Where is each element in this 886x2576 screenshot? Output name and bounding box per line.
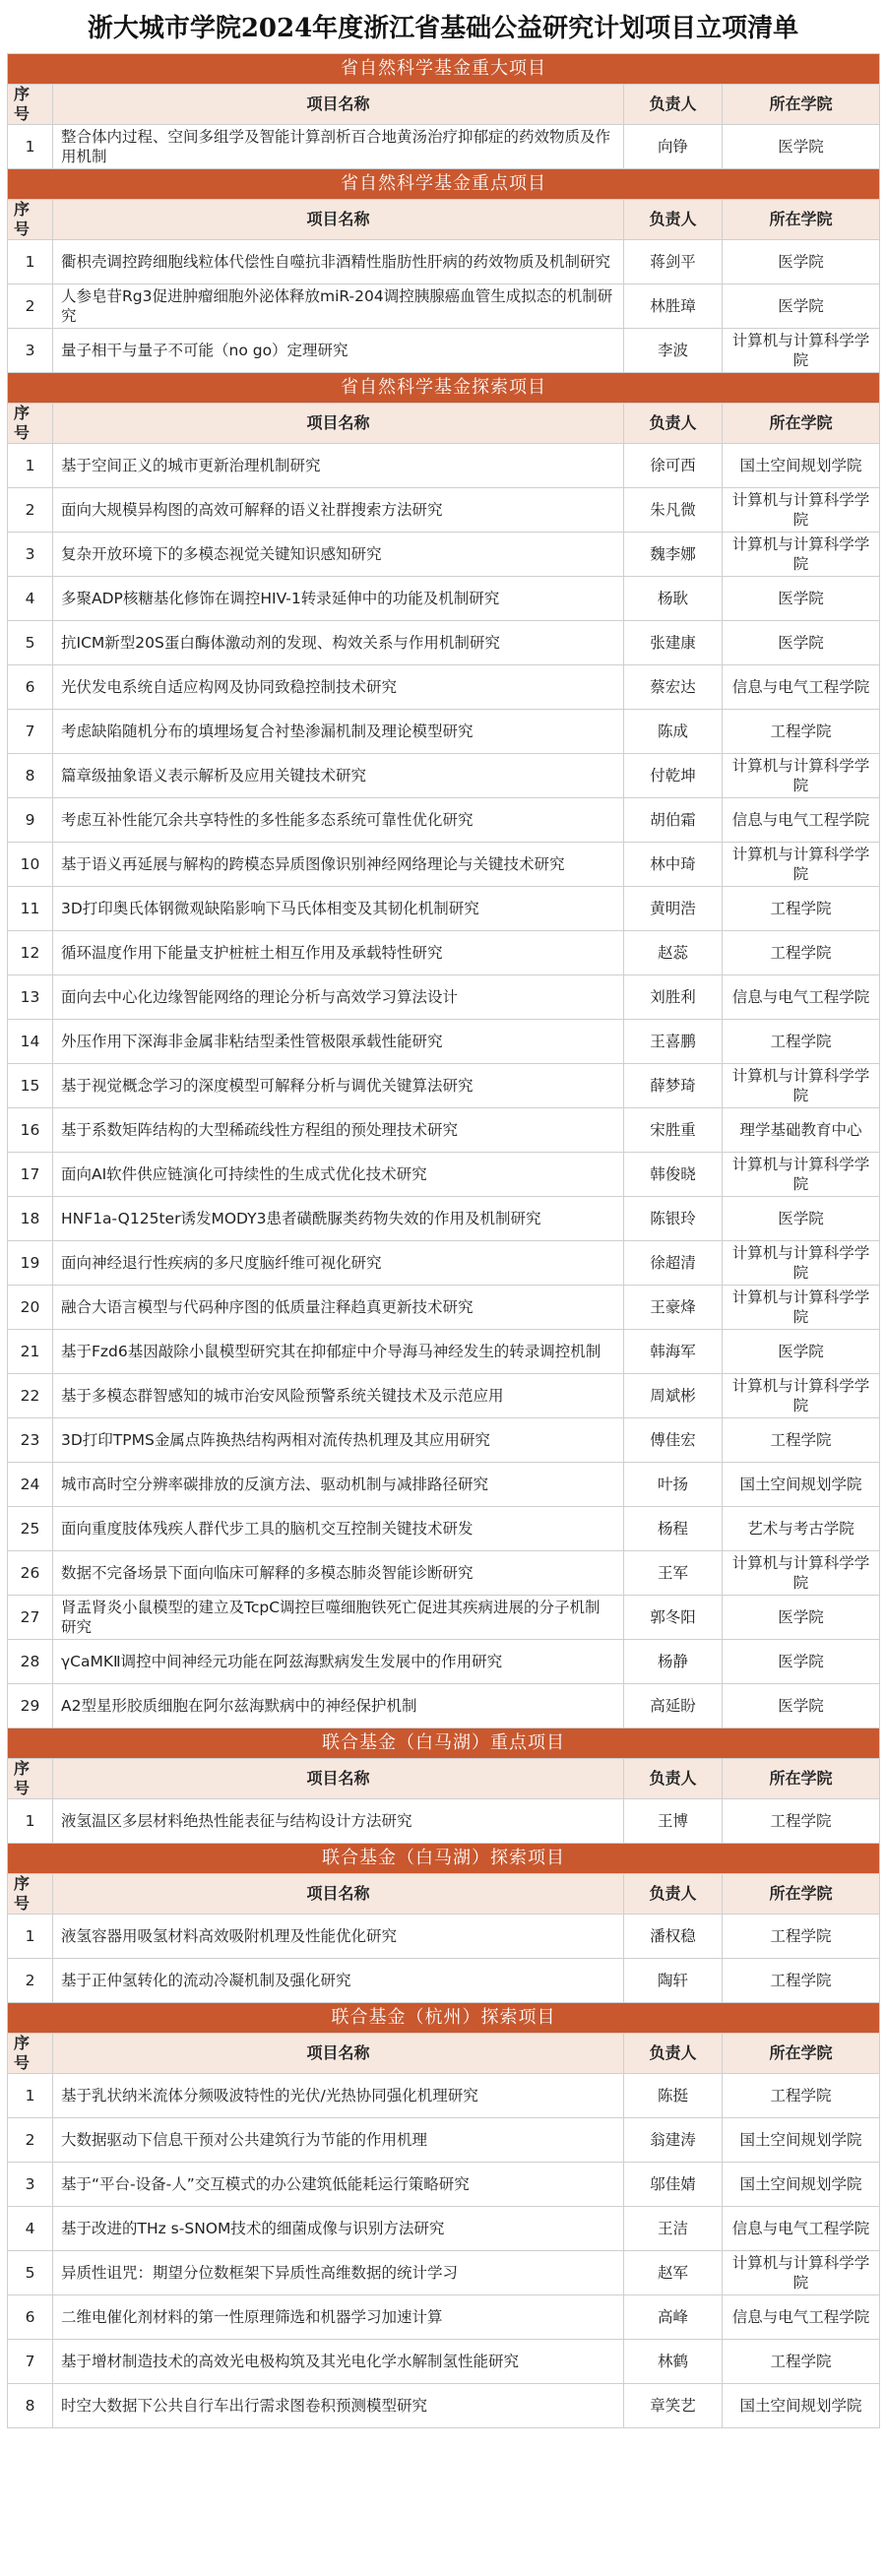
column-header-row xyxy=(8,1874,880,1915)
principal-investigator: 黄明浩 xyxy=(624,887,723,931)
table-row xyxy=(8,444,880,488)
project-table xyxy=(7,53,880,2428)
college-name: 计算机与计算科学学院 xyxy=(723,843,880,887)
principal-investigator: 周斌彬 xyxy=(624,1374,723,1418)
college-name: 工程学院 xyxy=(723,1959,880,2003)
table-row xyxy=(8,125,880,169)
column-header-name: 项目名称 xyxy=(53,85,624,125)
project-name: 基于语义再延展与解构的跨模态异质图像识别神经网络理论与关键技术研究 xyxy=(53,843,624,887)
table-row xyxy=(8,1463,880,1507)
college-name: 国土空间规划学院 xyxy=(723,2118,880,2163)
principal-investigator: 翁建涛 xyxy=(624,2118,723,2163)
principal-investigator: 韩俊晓 xyxy=(624,1153,723,1197)
college-name: 计算机与计算科学学院 xyxy=(723,1551,880,1596)
table-row xyxy=(8,1915,880,1959)
column-header-num: 序号 xyxy=(8,2034,53,2074)
section-header xyxy=(8,373,880,404)
table-row xyxy=(8,488,880,533)
principal-investigator: 李波 xyxy=(624,329,723,373)
column-header-pi: 负责人 xyxy=(624,85,723,125)
table-row xyxy=(8,887,880,931)
column-header-pi: 负责人 xyxy=(624,1874,723,1915)
project-name: 面向大规模异构图的高效可解释的语义社群搜索方法研究 xyxy=(53,488,624,533)
row-number: 28 xyxy=(8,1640,53,1684)
table-row xyxy=(8,2295,880,2340)
row-number: 4 xyxy=(8,2207,53,2251)
section-title: 联合基金（白马湖）重点项目 xyxy=(8,1728,880,1759)
row-number: 23 xyxy=(8,1418,53,1463)
column-header-row xyxy=(8,200,880,240)
row-number: 6 xyxy=(8,2295,53,2340)
table-row xyxy=(8,2207,880,2251)
row-number: 9 xyxy=(8,798,53,843)
table-row xyxy=(8,621,880,665)
project-name: 外压作用下深海非金属非粘结型柔性管极限承载性能研究 xyxy=(53,1020,624,1064)
principal-investigator: 刘胜利 xyxy=(624,975,723,1020)
project-name: HNF1a-Q125ter诱发MODY3患者磺酰脲类药物失效的作用及机制研究 xyxy=(53,1197,624,1241)
principal-investigator: 蔡宏达 xyxy=(624,665,723,710)
row-number: 12 xyxy=(8,931,53,975)
principal-investigator: 王军 xyxy=(624,1551,723,1596)
project-name: 基于正仲氢转化的流动冷凝机制及强化研究 xyxy=(53,1959,624,2003)
row-number: 21 xyxy=(8,1330,53,1374)
principal-investigator: 林中琦 xyxy=(624,843,723,887)
row-number: 3 xyxy=(8,329,53,373)
college-name: 计算机与计算科学学院 xyxy=(723,1241,880,1286)
project-name: 面向重度肢体残疾人群代步工具的脑机交互控制关键技术研发 xyxy=(53,1507,624,1551)
project-name: 基于Fzd6基因敲除小鼠模型研究其在抑郁症中介导海马神经发生的转录调控机制 xyxy=(53,1330,624,1374)
project-name: 基于多模态群智感知的城市治安风险预警系统关键技术及示范应用 xyxy=(53,1374,624,1418)
table-row xyxy=(8,1551,880,1596)
principal-investigator: 付乾坤 xyxy=(624,754,723,798)
college-name: 信息与电气工程学院 xyxy=(723,798,880,843)
column-header-college: 所在学院 xyxy=(723,200,880,240)
project-name: 基于乳状纳米流体分频吸波特性的光伏/光热协同强化机理研究 xyxy=(53,2074,624,2118)
college-name: 计算机与计算科学学院 xyxy=(723,1286,880,1330)
section-title: 省自然科学基金探索项目 xyxy=(8,373,880,404)
row-number: 7 xyxy=(8,2340,53,2384)
row-number: 26 xyxy=(8,1551,53,1596)
column-header-num: 序号 xyxy=(8,404,53,444)
principal-investigator: 赵蕊 xyxy=(624,931,723,975)
principal-investigator: 向铮 xyxy=(624,125,723,169)
project-name: 多聚ADP核糖基化修饰在调控HIV-1转录延伸中的功能及机制研究 xyxy=(53,577,624,621)
principal-investigator: 杨静 xyxy=(624,1640,723,1684)
college-name: 计算机与计算科学学院 xyxy=(723,488,880,533)
section-header xyxy=(8,1844,880,1874)
column-header-num: 序号 xyxy=(8,1874,53,1915)
college-name: 计算机与计算科学学院 xyxy=(723,754,880,798)
table-row xyxy=(8,533,880,577)
table-row xyxy=(8,1241,880,1286)
project-name: 时空大数据下公共自行车出行需求图卷积预测模型研究 xyxy=(53,2384,624,2428)
row-number: 15 xyxy=(8,1064,53,1108)
table-row xyxy=(8,1153,880,1197)
row-number: 1 xyxy=(8,1915,53,1959)
table-row xyxy=(8,1596,880,1640)
project-name: 复杂开放环境下的多模态视觉关键知识感知研究 xyxy=(53,533,624,577)
principal-investigator: 王洁 xyxy=(624,2207,723,2251)
column-header-row xyxy=(8,404,880,444)
table-row xyxy=(8,1684,880,1728)
principal-investigator: 宋胜重 xyxy=(624,1108,723,1153)
project-name: 基于视觉概念学习的深度模型可解释分析与调优关键算法研究 xyxy=(53,1064,624,1108)
principal-investigator: 陈银玲 xyxy=(624,1197,723,1241)
college-name: 计算机与计算科学学院 xyxy=(723,533,880,577)
project-name: 面向AI软件供应链演化可持续性的生成式优化技术研究 xyxy=(53,1153,624,1197)
project-name: 基于“平台-设备-人”交互模式的办公建筑低能耗运行策略研究 xyxy=(53,2163,624,2207)
college-name: 工程学院 xyxy=(723,887,880,931)
college-name: 医学院 xyxy=(723,1197,880,1241)
table-row xyxy=(8,240,880,284)
college-name: 医学院 xyxy=(723,240,880,284)
principal-investigator: 徐超清 xyxy=(624,1241,723,1286)
table-row xyxy=(8,1640,880,1684)
table-row xyxy=(8,2118,880,2163)
row-number: 1 xyxy=(8,1799,53,1844)
principal-investigator: 韩海军 xyxy=(624,1330,723,1374)
college-name: 信息与电气工程学院 xyxy=(723,2207,880,2251)
project-name: 城市高时空分辨率碳排放的反演方法、驱动机制与减排路径研究 xyxy=(53,1463,624,1507)
row-number: 18 xyxy=(8,1197,53,1241)
row-number: 1 xyxy=(8,240,53,284)
college-name: 计算机与计算科学学院 xyxy=(723,1153,880,1197)
college-name: 艺术与考古学院 xyxy=(723,1507,880,1551)
column-header-college: 所在学院 xyxy=(723,2034,880,2074)
row-number: 5 xyxy=(8,621,53,665)
principal-investigator: 郭冬阳 xyxy=(624,1596,723,1640)
row-number: 1 xyxy=(8,2074,53,2118)
college-name: 工程学院 xyxy=(723,710,880,754)
column-header-college: 所在学院 xyxy=(723,1759,880,1799)
row-number: 8 xyxy=(8,754,53,798)
table-row xyxy=(8,754,880,798)
project-name: 异质性诅咒：期望分位数框架下异质性高维数据的统计学习 xyxy=(53,2251,624,2295)
principal-investigator: 朱凡微 xyxy=(624,488,723,533)
principal-investigator: 王博 xyxy=(624,1799,723,1844)
project-name: 融合大语言模型与代码种序图的低质量注释趋真更新技术研究 xyxy=(53,1286,624,1330)
row-number: 13 xyxy=(8,975,53,1020)
column-header-num: 序号 xyxy=(8,200,53,240)
page-title: 浙大城市学院2024年度浙江省基础公益研究计划项目立项清单 xyxy=(87,14,799,43)
college-name: 国土空间规划学院 xyxy=(723,1463,880,1507)
project-name: 衢枳壳调控跨细胞线粒体代偿性自噬抗非酒精性脂肪性肝病的药效物质及机制研究 xyxy=(53,240,624,284)
row-number: 27 xyxy=(8,1596,53,1640)
college-name: 国土空间规划学院 xyxy=(723,444,880,488)
row-number: 7 xyxy=(8,710,53,754)
project-name: 整合体内过程、空间多组学及智能计算剖析百合地黄汤治疗抑郁症的药效物质及作用机制 xyxy=(53,125,624,169)
project-name: 光伏发电系统自适应构网及协同致稳控制技术研究 xyxy=(53,665,624,710)
principal-investigator: 张建康 xyxy=(624,621,723,665)
college-name: 医学院 xyxy=(723,1684,880,1728)
project-name: 篇章级抽象语义表示解析及应用关键技术研究 xyxy=(53,754,624,798)
column-header-row xyxy=(8,2034,880,2074)
college-name: 工程学院 xyxy=(723,2074,880,2118)
college-name: 信息与电气工程学院 xyxy=(723,665,880,710)
principal-investigator: 陈成 xyxy=(624,710,723,754)
row-number: 2 xyxy=(8,488,53,533)
column-header-college: 所在学院 xyxy=(723,404,880,444)
section-header xyxy=(8,54,880,85)
college-name: 医学院 xyxy=(723,1330,880,1374)
table-row xyxy=(8,1507,880,1551)
college-name: 信息与电气工程学院 xyxy=(723,975,880,1020)
column-header-pi: 负责人 xyxy=(624,1759,723,1799)
column-header-row xyxy=(8,1759,880,1799)
project-name: A2型星形胶质细胞在阿尔兹海默病中的神经保护机制 xyxy=(53,1684,624,1728)
principal-investigator: 章笑艺 xyxy=(624,2384,723,2428)
column-header-name: 项目名称 xyxy=(53,404,624,444)
column-header-college: 所在学院 xyxy=(723,85,880,125)
table-row xyxy=(8,843,880,887)
row-number: 2 xyxy=(8,1959,53,2003)
college-name: 医学院 xyxy=(723,577,880,621)
project-name: 基于增材制造技术的高效光电极构筑及其光电化学水解制氢性能研究 xyxy=(53,2340,624,2384)
project-name: 抗ICM新型20S蛋白酶体激动剂的发现、构效关系与作用机制研究 xyxy=(53,621,624,665)
row-number: 22 xyxy=(8,1374,53,1418)
college-name: 信息与电气工程学院 xyxy=(723,2295,880,2340)
principal-investigator: 潘权稳 xyxy=(624,1915,723,1959)
table-row xyxy=(8,2340,880,2384)
principal-investigator: 高峰 xyxy=(624,2295,723,2340)
project-name: 二维电催化剂材料的第一性原理筛选和机器学习加速计算 xyxy=(53,2295,624,2340)
college-name: 工程学院 xyxy=(723,2340,880,2384)
table-row xyxy=(8,1197,880,1241)
principal-investigator: 蒋剑平 xyxy=(624,240,723,284)
column-header-pi: 负责人 xyxy=(624,2034,723,2074)
college-name: 医学院 xyxy=(723,1640,880,1684)
table-row xyxy=(8,1064,880,1108)
column-header-num: 序号 xyxy=(8,1759,53,1799)
college-name: 工程学院 xyxy=(723,1418,880,1463)
principal-investigator: 叶扬 xyxy=(624,1463,723,1507)
column-header-name: 项目名称 xyxy=(53,1874,624,1915)
project-name: 基于系数矩阵结构的大型稀疏线性方程组的预处理技术研究 xyxy=(53,1108,624,1153)
table-row xyxy=(8,1286,880,1330)
column-header-name: 项目名称 xyxy=(53,1759,624,1799)
column-header-college: 所在学院 xyxy=(723,1874,880,1915)
college-name: 计算机与计算科学学院 xyxy=(723,2251,880,2295)
project-name: 液氢容器用吸氢材料高效吸附机理及性能优化研究 xyxy=(53,1915,624,1959)
row-number: 10 xyxy=(8,843,53,887)
column-header-name: 项目名称 xyxy=(53,2034,624,2074)
section-header xyxy=(8,169,880,200)
section-header xyxy=(8,1728,880,1759)
table-row xyxy=(8,931,880,975)
principal-investigator: 高延盼 xyxy=(624,1684,723,1728)
row-number: 8 xyxy=(8,2384,53,2428)
principal-investigator: 陶轩 xyxy=(624,1959,723,2003)
principal-investigator: 邬佳婧 xyxy=(624,2163,723,2207)
row-number: 5 xyxy=(8,2251,53,2295)
project-name: γCaMKⅡ调控中间神经元功能在阿兹海默病发生发展中的作用研究 xyxy=(53,1640,624,1684)
project-name: 大数据驱动下信息干预对公共建筑行为节能的作用机理 xyxy=(53,2118,624,2163)
table-row xyxy=(8,1799,880,1844)
table-row xyxy=(8,1959,880,2003)
table-row xyxy=(8,2163,880,2207)
principal-investigator: 王豪烽 xyxy=(624,1286,723,1330)
table-row xyxy=(8,577,880,621)
column-header-pi: 负责人 xyxy=(624,404,723,444)
college-name: 医学院 xyxy=(723,284,880,329)
table-row xyxy=(8,1020,880,1064)
row-number: 24 xyxy=(8,1463,53,1507)
college-name: 工程学院 xyxy=(723,1915,880,1959)
row-number: 1 xyxy=(8,444,53,488)
project-name: 面向去中心化边缘智能网络的理论分析与高效学习算法设计 xyxy=(53,975,624,1020)
section-title: 省自然科学基金重大项目 xyxy=(8,54,880,85)
column-header-pi: 负责人 xyxy=(624,200,723,240)
principal-investigator: 杨程 xyxy=(624,1507,723,1551)
college-name: 工程学院 xyxy=(723,1020,880,1064)
table-row xyxy=(8,2384,880,2428)
principal-investigator: 魏李娜 xyxy=(624,533,723,577)
project-name: 人参皂苷Rg3促进肿瘤细胞外泌体释放miR-204调控胰腺癌血管生成拟态的机制研究 xyxy=(53,284,624,329)
college-name: 计算机与计算科学学院 xyxy=(723,329,880,373)
table-row xyxy=(8,665,880,710)
row-number: 16 xyxy=(8,1108,53,1153)
project-name: 考虑缺陷随机分布的填埋场复合衬垫渗漏机制及理论模型研究 xyxy=(53,710,624,754)
table-row xyxy=(8,1108,880,1153)
row-number: 3 xyxy=(8,2163,53,2207)
table-row xyxy=(8,329,880,373)
principal-investigator: 王喜鹏 xyxy=(624,1020,723,1064)
principal-investigator: 杨耿 xyxy=(624,577,723,621)
project-name: 数据不完备场景下面向临床可解释的多模态肺炎智能诊断研究 xyxy=(53,1551,624,1596)
table-row xyxy=(8,710,880,754)
college-name: 医学院 xyxy=(723,125,880,169)
row-number: 1 xyxy=(8,125,53,169)
principal-investigator: 赵军 xyxy=(624,2251,723,2295)
project-name: 面向神经退行性疾病的多尺度脑纤维可视化研究 xyxy=(53,1241,624,1286)
project-name: 考虑互补性能冗余共享特性的多性能多态系统可靠性优化研究 xyxy=(53,798,624,843)
principal-investigator: 徐可西 xyxy=(624,444,723,488)
row-number: 6 xyxy=(8,665,53,710)
project-table-body xyxy=(8,54,880,2428)
row-number: 17 xyxy=(8,1153,53,1197)
column-header-name: 项目名称 xyxy=(53,200,624,240)
principal-investigator: 林胜璋 xyxy=(624,284,723,329)
row-number: 11 xyxy=(8,887,53,931)
college-name: 医学院 xyxy=(723,621,880,665)
table-row xyxy=(8,1374,880,1418)
college-name: 工程学院 xyxy=(723,931,880,975)
section-title: 联合基金（白马湖）探索项目 xyxy=(8,1844,880,1874)
college-name: 理学基础教育中心 xyxy=(723,1108,880,1153)
project-name: 循环温度作用下能量支护桩桩土相互作用及承载特性研究 xyxy=(53,931,624,975)
project-name: 液氢温区多层材料绝热性能表征与结构设计方法研究 xyxy=(53,1799,624,1844)
row-number: 14 xyxy=(8,1020,53,1064)
row-number: 2 xyxy=(8,284,53,329)
college-name: 国土空间规划学院 xyxy=(723,2384,880,2428)
table-row xyxy=(8,284,880,329)
section-title: 联合基金（杭州）探索项目 xyxy=(8,2003,880,2034)
row-number: 3 xyxy=(8,533,53,577)
table-row xyxy=(8,2251,880,2295)
college-name: 医学院 xyxy=(723,1596,880,1640)
project-name: 3D打印奥氏体钢微观缺陷影响下马氏体相变及其韧化机制研究 xyxy=(53,887,624,931)
table-row xyxy=(8,975,880,1020)
project-name: 量子相干与量子不可能（no go）定理研究 xyxy=(53,329,624,373)
project-name: 基于改进的THz s-SNOM技术的细菌成像与识别方法研究 xyxy=(53,2207,624,2251)
table-row xyxy=(8,2074,880,2118)
row-number: 25 xyxy=(8,1507,53,1551)
row-number: 19 xyxy=(8,1241,53,1286)
project-name: 3D打印TPMS金属点阵换热结构两相对流传热机理及其应用研究 xyxy=(53,1418,624,1463)
row-number: 4 xyxy=(8,577,53,621)
principal-investigator: 林鹤 xyxy=(624,2340,723,2384)
college-name: 计算机与计算科学学院 xyxy=(723,1374,880,1418)
table-row xyxy=(8,1418,880,1463)
table-row xyxy=(8,798,880,843)
section-header xyxy=(8,2003,880,2034)
column-header-num: 序号 xyxy=(8,85,53,125)
row-number: 20 xyxy=(8,1286,53,1330)
row-number: 2 xyxy=(8,2118,53,2163)
principal-investigator: 傅佳宏 xyxy=(624,1418,723,1463)
college-name: 计算机与计算科学学院 xyxy=(723,1064,880,1108)
principal-investigator: 胡伯霜 xyxy=(624,798,723,843)
college-name: 国土空间规划学院 xyxy=(723,2163,880,2207)
principal-investigator: 陈挺 xyxy=(624,2074,723,2118)
project-name: 基于空间正义的城市更新治理机制研究 xyxy=(53,444,624,488)
college-name: 工程学院 xyxy=(723,1799,880,1844)
row-number: 29 xyxy=(8,1684,53,1728)
project-name: 肾盂肾炎小鼠模型的建立及TcpC调控巨噬细胞铁死亡促进其疾病进展的分子机制研究 xyxy=(53,1596,624,1640)
section-title: 省自然科学基金重点项目 xyxy=(8,169,880,200)
table-row xyxy=(8,1330,880,1374)
principal-investigator: 薛梦琦 xyxy=(624,1064,723,1108)
column-header-row xyxy=(8,85,880,125)
